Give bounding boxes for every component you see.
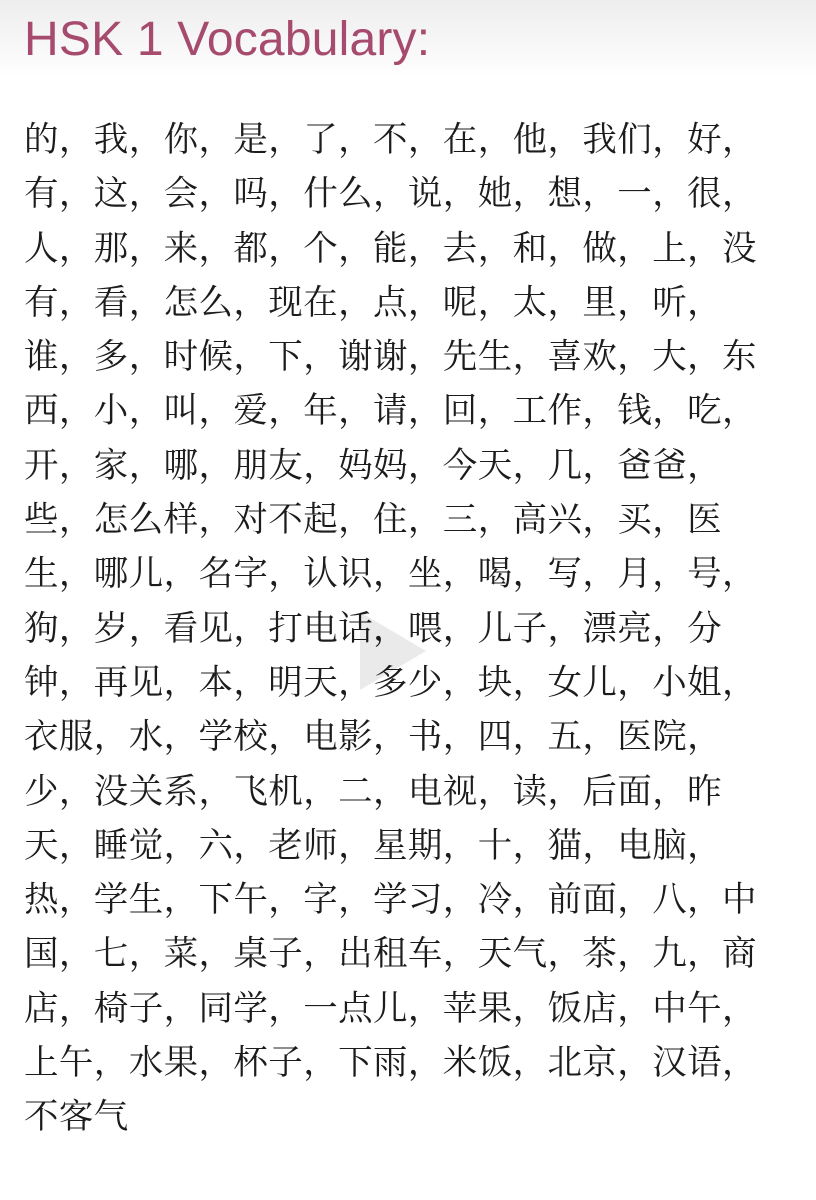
vocabulary-line: 开，家，哪，朋友，妈妈，今天，几，爸爸， [24, 445, 722, 486]
vocabulary-line: 人，那，来，都，个，能，去，和，做，上，没 [24, 228, 757, 269]
vocabulary-line: 钟，再见，本，明天，多少，块，女儿，小姐， [24, 662, 757, 703]
vocabulary-line: 有，这，会，吗，什么，说，她，想，一，很， [24, 174, 757, 215]
vocabulary-line: 有，看，怎么，现在，点，呢，太，里，听， [24, 282, 722, 323]
vocabulary-line: 店，椅子，同学，一点儿，苹果，饭店，中午， [24, 988, 757, 1029]
vocabulary-list [24, 113, 799, 1145]
vocabulary-line: 谁，多，时候，下，谢谢，先生，喜欢，大，东 [24, 337, 757, 378]
vocabulary-line: 生，哪儿，名字，认识，坐，喝，写，月，号， [24, 554, 757, 595]
vocabulary-line: 上午，水果，杯子，下雨，米饭，北京，汉语， [24, 1043, 757, 1084]
page-title: HSK 1 Vocabulary: [24, 13, 431, 66]
vocabulary-line: 热，学生，下午，字，学习，冷，前面，八，中 [24, 880, 757, 921]
vocabulary-line: 天，睡觉，六，老师，星期，十，猫，电脑， [24, 825, 722, 866]
vocabulary-line: 狗，岁，看见，打电话，喂，儿子，漂亮，分 [24, 608, 722, 649]
vocabulary-line: 的，我，你，是，了，不，在，他，我们，好， [24, 120, 757, 160]
vocabulary-line: 些，怎么样，对不起，住，三，高兴，买，医 [24, 500, 722, 541]
vocabulary-line: 西，小，叫，爱，年，请，回，工作，钱，吃， [24, 391, 757, 432]
vocabulary-line: 国，七，菜，桌子，出租车，天气，茶，九，商 [24, 934, 757, 975]
vocabulary-line: 衣服，水，学校，电影，书，四，五，医院， [24, 717, 722, 758]
vocabulary-line: 不客气 [24, 1097, 129, 1138]
vocabulary-line: 少，没关系，飞机，二，电视，读，后面，昨 [24, 771, 722, 812]
